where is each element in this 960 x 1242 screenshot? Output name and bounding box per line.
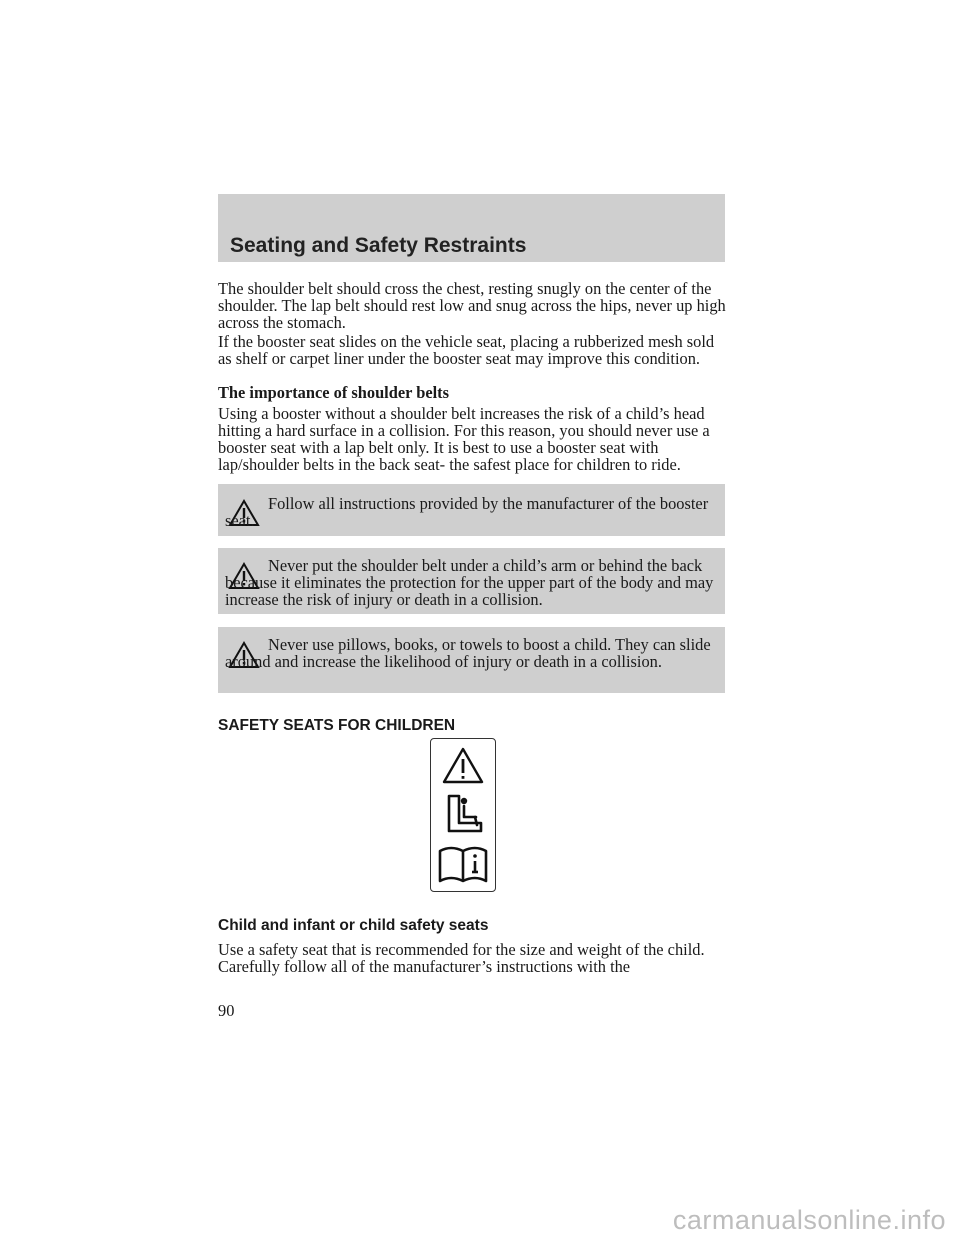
owner-manual-icon <box>440 848 486 881</box>
heading-importance-shoulder-belts: The importance of shoulder belts <box>218 383 449 402</box>
paragraph-booster-risk: Using a booster without a shoulder belt increases the risk of a child’s head hitting a hard surface in a collision. For this reason, you should never use a booster seat with a lap belt only. It is best to use a booster seat with lap/shoulder belts in the back seat- the safest place for children to ride. <box>218 404 710 474</box>
warning-text: Follow all instructions provided by the manufacturer of the booster seat. <box>225 494 709 530</box>
watermark: carmanualsonline.info <box>672 1205 946 1235</box>
warning-triangle-icon <box>444 749 482 782</box>
warning-text: Never put the shoulder belt under a child’s arm or behind the back because it eliminates the protection for the upper part of the body and may increase the risk of injury or death in a collision. <box>225 556 714 609</box>
warning-box <box>218 484 725 536</box>
page-title: Seating and Safety Restraints <box>230 234 527 257</box>
warning-text: Never use pillows, books, or towels to boost a child. They can slide around and increase the likelihood of injury or death in a collision. <box>225 635 711 671</box>
warning-box <box>218 548 725 614</box>
subsection-title: Child and infant or child safety seats <box>218 917 489 934</box>
warning-box <box>218 627 725 693</box>
page-number: 90 <box>218 1001 235 1020</box>
paragraph-shoulder-belt: The shoulder belt should cross the chest, resting snugly on the center of the shoulder. The lap belt should rest low and snug across the hips, never up high across the stomach. <box>218 279 726 332</box>
paragraph-safety-seat: Use a safety seat that is recommended for the size and weight of the child. Carefully follow all of the manufacturer’s instructions with the <box>218 940 705 976</box>
section-title: SAFETY SEATS FOR CHILDREN <box>218 717 456 734</box>
paragraph-booster-slides: If the booster seat slides on the vehicle seat, placing a rubberized mesh sold as shelf or carpet liner under the booster seat may improve this condition. <box>218 332 715 368</box>
symbol-panel <box>430 738 496 892</box>
child-seat-icon <box>449 796 481 831</box>
